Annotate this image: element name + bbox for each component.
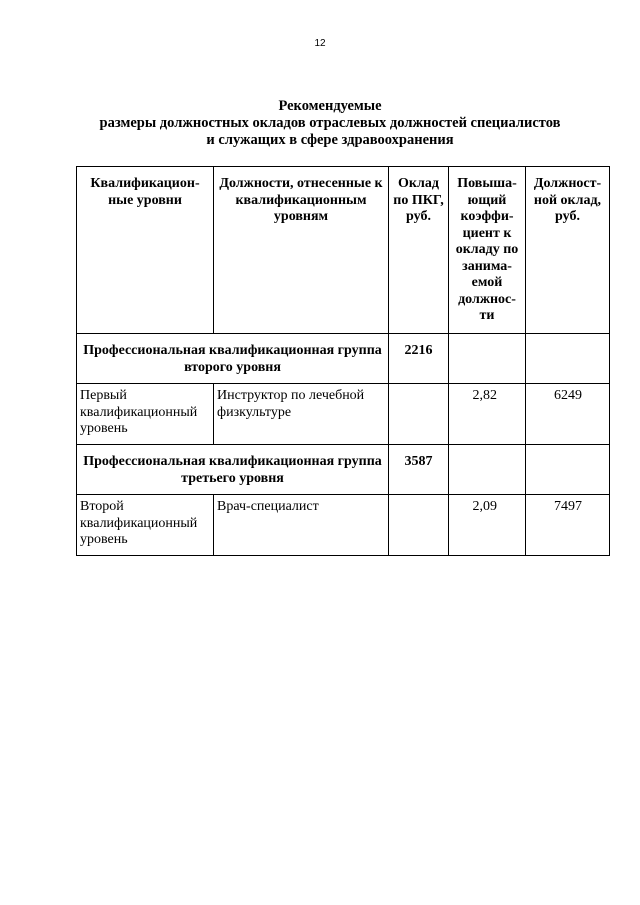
table-row (77, 495, 610, 556)
page-number: 12 (314, 38, 326, 49)
document-title (60, 98, 600, 149)
title-line-1: Рекомендуемые (278, 98, 382, 114)
title-line-2: размеры должностных окладов отраслевых должностей специалистов (99, 115, 561, 131)
group-base-salary: 3587 (389, 445, 449, 495)
salary-table (76, 166, 610, 556)
level-cell: Первый квалификационный уровень (77, 384, 214, 445)
title-line-3: и служащих в сфере здравоохранения (206, 132, 454, 148)
empty-cell (526, 445, 610, 495)
coefficient-cell: 2,82 (449, 384, 526, 445)
coefficient-cell: 2,09 (449, 495, 526, 556)
header-coefficient: Повыша-ющий коэффи-циент к окладу по занима-емой должнос-ти (449, 167, 526, 334)
header-position-salary: Должност-ной оклад, руб. (526, 167, 610, 334)
salary-cell: 6249 (526, 384, 610, 445)
empty-cell (389, 384, 449, 445)
group-label: Профессиональная квалификационная группа второго уровня (77, 334, 389, 384)
header-base-salary: Оклад по ПКГ, руб. (389, 167, 449, 334)
empty-cell (449, 334, 526, 384)
empty-cell (449, 445, 526, 495)
position-cell: Врач-специалист (214, 495, 389, 556)
group-row (77, 445, 610, 495)
header-positions: Должности, отнесенные к квалификационным уровням (214, 167, 389, 334)
position-cell: Инструктор по лечебной физкультуре (214, 384, 389, 445)
table-row (77, 384, 610, 445)
group-label: Профессиональная квалификационная группа третьего уровня (77, 445, 389, 495)
salary-cell: 7497 (526, 495, 610, 556)
empty-cell (526, 334, 610, 384)
level-cell: Второй квалификационный уровень (77, 495, 214, 556)
empty-cell (389, 495, 449, 556)
group-row (77, 334, 610, 384)
header-levels: Квалификацион-ные уровни (77, 167, 214, 334)
group-base-salary: 2216 (389, 334, 449, 384)
table-header-row (77, 167, 610, 334)
